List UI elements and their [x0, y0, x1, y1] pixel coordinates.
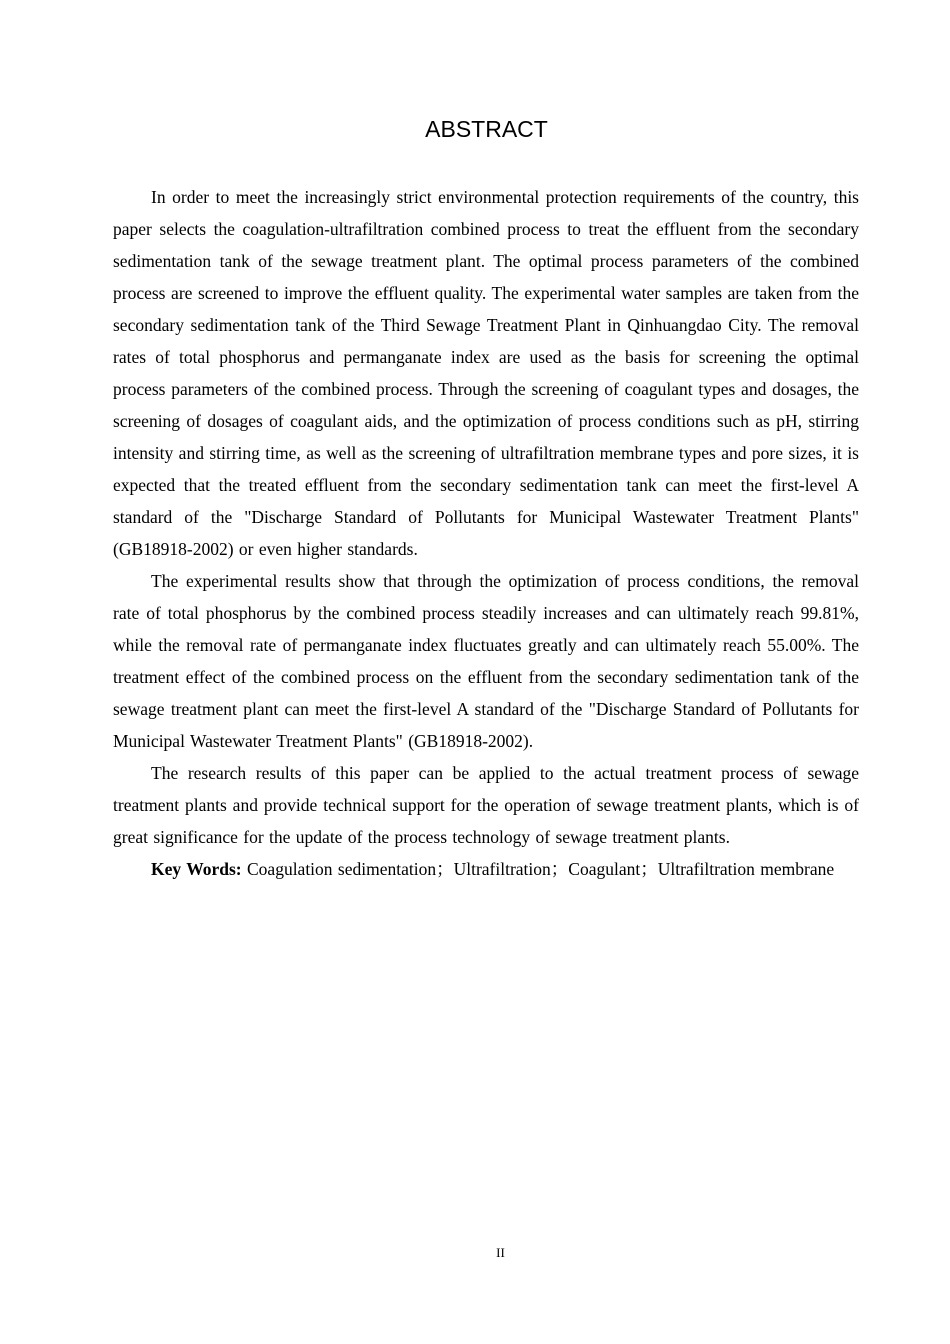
page-title: ABSTRACT [425, 116, 548, 142]
abstract-paragraph-3: The research results of this paper can be applied to the actual treatment process of sewage treatment plants and provide technical support for the operation of sewage treatment plants, which is of great significance for the update of the process technology of sewage treatment plants. [113, 763, 859, 847]
abstract-paragraph-1: In order to meet the increasingly strict environmental protection requirements of the country, this paper selects the coagulation-ultrafiltration combined process to treat the effluent from the secondary sedimentation tank of the sewage treatment plant. The optimal process parameters of the combined process are screened to improve the effluent quality. The experimental water samples are taken from the secondary sedimentation tank of the Third Sewage Treatment Plant in Qinhuangdao City. The removal rates of total phosphorus and permanganate index are used as the basis for screening the optimal process parameters of the combined process. Through the screening of coagulant types and dosages, the screening of dosages of coagulant aids, and the optimization of process conditions such as pH, stirring intensity and stirring time, as well as the screening of ultrafiltration membrane types and pore sizes, it is expected that the treated effluent from the secondary sedimentation tank can meet the first-level A standard of the "Discharge Standard of Pollutants for Municipal Wastewater Treatment Plants" (GB18918-2002) or even higher standards. [113, 187, 859, 559]
abstract-body [113, 181, 859, 885]
keywords-paragraph [113, 853, 859, 885]
keywords-label: Key Words: [151, 859, 242, 879]
page-number: II [496, 1245, 505, 1260]
abstract-paragraph-2: The experimental results show that through the optimization of process conditions, the removal rate of total phosphorus by the combined process steadily increases and can ultimately reach 99.81%, while the removal rate of permanganate index fluctuates greatly and can ultimately reach 55.00%. The treatment effect of the combined process on the effluent from the secondary sedimentation tank of the sewage treatment plant can meet the first-level A standard of the "Discharge Standard of Pollutants for Municipal Wastewater Treatment Plants" (GB18918-2002). [113, 571, 859, 751]
keywords-list: Coagulation sedimentation；Ultrafiltration；Coagulant；Ultrafiltration membrane [241, 859, 835, 879]
